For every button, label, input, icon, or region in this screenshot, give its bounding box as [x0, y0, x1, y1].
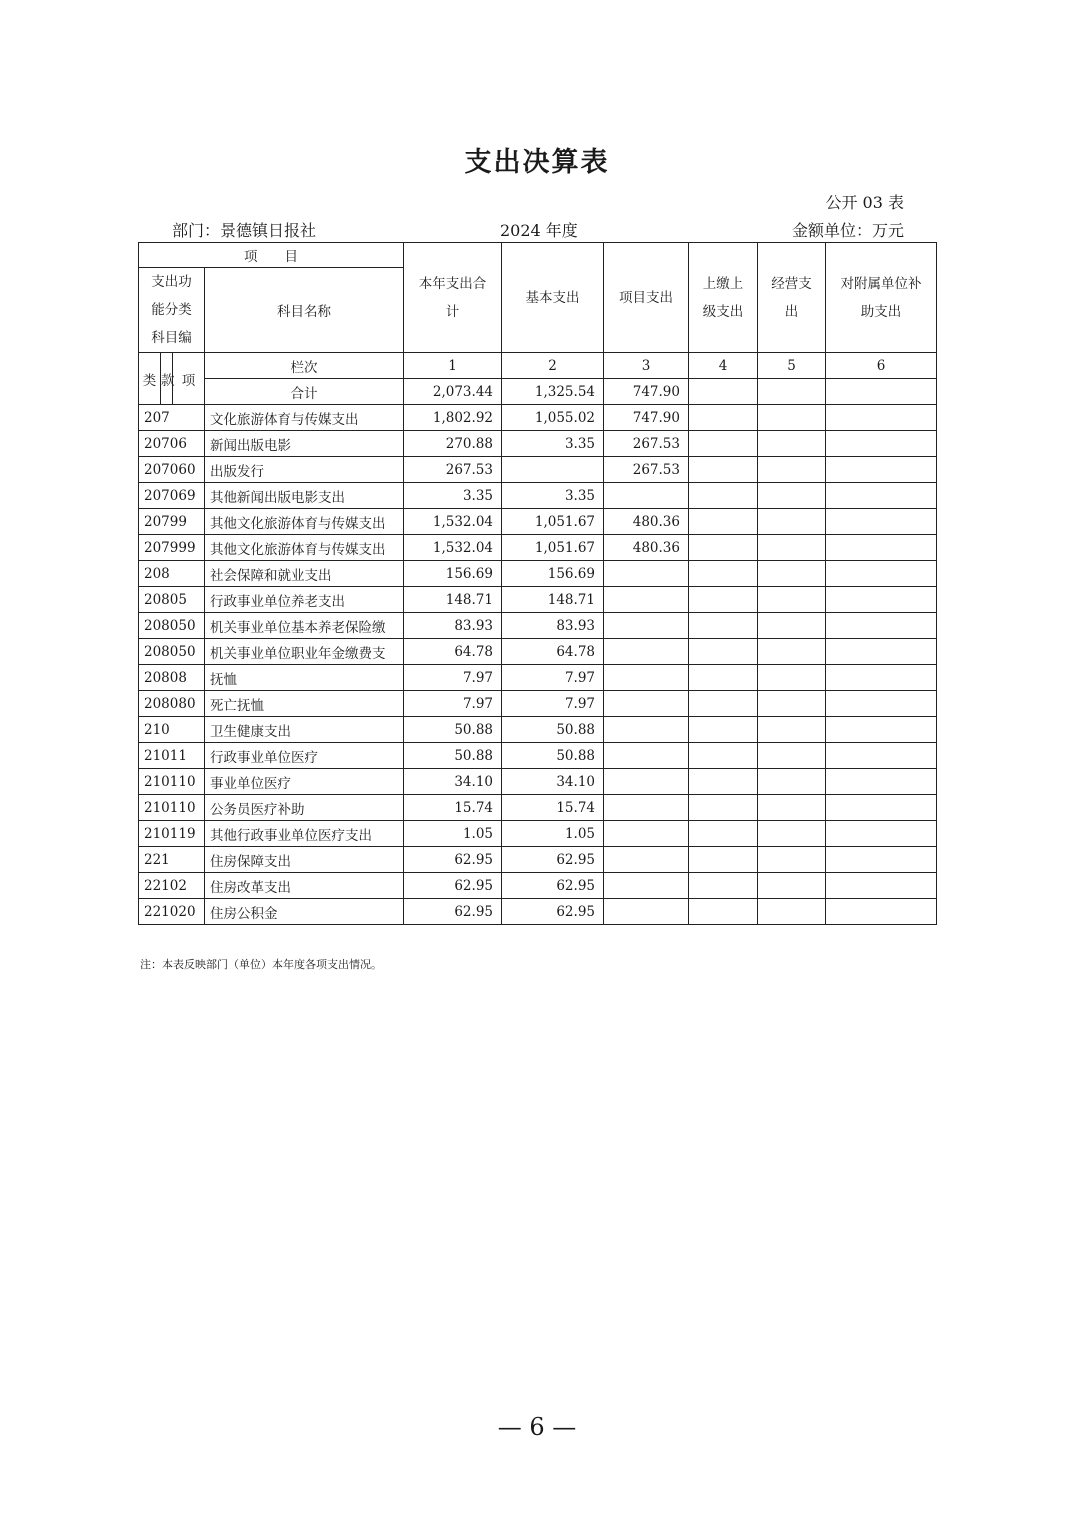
table-row [139, 561, 937, 587]
row-value-2: 148.71 [502, 587, 604, 613]
row-subject-name: 行政事业单位医疗 [205, 743, 404, 769]
row-value-6 [826, 665, 937, 691]
row-value-1: 1,532.04 [404, 509, 502, 535]
row-code: 20799 [139, 509, 205, 535]
row-code: 207060 [139, 457, 205, 483]
row-value-1: 64.78 [404, 639, 502, 665]
row-value-6 [826, 587, 937, 613]
row-value-3 [604, 769, 689, 795]
row-value-4 [689, 769, 758, 795]
form-number: 公开 03 表 [825, 193, 904, 212]
row-value-2: 1,055.02 [502, 405, 604, 431]
table-row [139, 899, 937, 925]
row-subject-name: 死亡抚恤 [205, 691, 404, 717]
row-value-6 [826, 457, 937, 483]
row-code: 20805 [139, 587, 205, 613]
table-row [139, 769, 937, 795]
row-value-5 [758, 847, 826, 873]
row-code: 207069 [139, 483, 205, 509]
row-value-1: 7.97 [404, 665, 502, 691]
row-code: 210110 [139, 769, 205, 795]
row-value-4 [689, 821, 758, 847]
row-value-2: 62.95 [502, 899, 604, 925]
row-code: 221 [139, 847, 205, 873]
row-value-3 [604, 743, 689, 769]
total-value-2: 1,325.54 [502, 379, 604, 405]
row-value-6 [826, 717, 937, 743]
page-title: 支出决算表 [464, 147, 610, 178]
row-code: 208050 [139, 639, 205, 665]
row-value-1: 34.10 [404, 769, 502, 795]
table-row [139, 847, 937, 873]
header-item: 项 目 [139, 243, 404, 268]
total-label: 合计 [205, 379, 404, 405]
row-value-6 [826, 509, 937, 535]
lanci-row [139, 353, 937, 379]
row-value-2: 34.10 [502, 769, 604, 795]
row-value-5 [758, 821, 826, 847]
row-value-2: 156.69 [502, 561, 604, 587]
row-value-5 [758, 405, 826, 431]
year-label: 2024 年度 [500, 221, 578, 240]
row-value-1: 1,532.04 [404, 535, 502, 561]
row-value-1: 50.88 [404, 717, 502, 743]
row-subject-name: 其他文化旅游体育与传媒支出 [205, 535, 404, 561]
row-value-6 [826, 691, 937, 717]
row-value-5 [758, 587, 826, 613]
row-value-6 [826, 405, 937, 431]
row-value-3 [604, 847, 689, 873]
row-value-4 [689, 431, 758, 457]
row-value-5 [758, 483, 826, 509]
row-value-5 [758, 899, 826, 925]
row-value-3: 267.53 [604, 457, 689, 483]
row-value-2: 62.95 [502, 847, 604, 873]
lanci-num-5: 5 [758, 353, 826, 379]
header-col-4: 上缴上 级支出 [689, 243, 758, 353]
page-number: — 6 — [497, 1413, 577, 1441]
row-value-4 [689, 405, 758, 431]
lanci-num-2: 2 [502, 353, 604, 379]
row-subject-name: 卫生健康支出 [205, 717, 404, 743]
header-subject-name: 科目名称 [205, 268, 404, 353]
row-value-1: 156.69 [404, 561, 502, 587]
row-value-1: 83.93 [404, 613, 502, 639]
total-value-6 [826, 379, 937, 405]
row-code: 20706 [139, 431, 205, 457]
row-value-3 [604, 639, 689, 665]
row-subject-name: 公务员医疗补助 [205, 795, 404, 821]
row-code: 221020 [139, 899, 205, 925]
header-xiang: 项 [173, 353, 205, 405]
row-value-3: 480.36 [604, 535, 689, 561]
row-value-3 [604, 613, 689, 639]
table-row [139, 873, 937, 899]
row-value-4 [689, 561, 758, 587]
header-col-1: 本年支出合 计 [404, 243, 502, 353]
row-code: 22102 [139, 873, 205, 899]
total-value-5 [758, 379, 826, 405]
table-row [139, 509, 937, 535]
row-code: 210110 [139, 795, 205, 821]
row-value-4 [689, 717, 758, 743]
lanci-label: 栏次 [205, 353, 404, 379]
row-value-1: 1.05 [404, 821, 502, 847]
row-code: 208080 [139, 691, 205, 717]
row-value-6 [826, 899, 937, 925]
table-row [139, 483, 937, 509]
row-value-5 [758, 431, 826, 457]
row-value-1: 15.74 [404, 795, 502, 821]
row-value-1: 62.95 [404, 847, 502, 873]
row-value-3: 267.53 [604, 431, 689, 457]
row-value-5 [758, 613, 826, 639]
row-value-4 [689, 691, 758, 717]
row-value-5 [758, 665, 826, 691]
row-value-1: 270.88 [404, 431, 502, 457]
department-label: 部门：景德镇日报社 [172, 221, 317, 240]
lanci-num-1: 1 [404, 353, 502, 379]
row-subject-name: 行政事业单位养老支出 [205, 587, 404, 613]
row-value-3 [604, 873, 689, 899]
row-value-1: 62.95 [404, 899, 502, 925]
row-value-4 [689, 847, 758, 873]
row-subject-name: 事业单位医疗 [205, 769, 404, 795]
row-subject-name: 住房公积金 [205, 899, 404, 925]
row-value-2: 7.97 [502, 691, 604, 717]
row-value-4 [689, 899, 758, 925]
row-value-2: 1.05 [502, 821, 604, 847]
row-value-3 [604, 483, 689, 509]
row-value-6 [826, 535, 937, 561]
row-value-1: 7.97 [404, 691, 502, 717]
row-value-6 [826, 431, 937, 457]
row-value-3 [604, 795, 689, 821]
row-value-1: 267.53 [404, 457, 502, 483]
table-row [139, 587, 937, 613]
row-subject-name: 其他新闻出版电影支出 [205, 483, 404, 509]
row-value-2: 3.35 [502, 431, 604, 457]
row-value-4 [689, 509, 758, 535]
row-value-2: 1,051.67 [502, 535, 604, 561]
header-row-1 [139, 243, 937, 268]
unit-label: 金额单位：万元 [791, 221, 904, 240]
row-value-4 [689, 483, 758, 509]
row-value-5 [758, 873, 826, 899]
row-value-4 [689, 587, 758, 613]
table-row [139, 535, 937, 561]
row-value-3 [604, 717, 689, 743]
row-value-1: 50.88 [404, 743, 502, 769]
table-note: 注：本表反映部门（单位）本年度各项支出情况。 [140, 958, 382, 971]
row-value-5 [758, 639, 826, 665]
row-code: 21011 [139, 743, 205, 769]
header-col-3: 项目支出 [604, 243, 689, 353]
row-value-4 [689, 795, 758, 821]
row-value-5 [758, 457, 826, 483]
row-value-4 [689, 665, 758, 691]
row-code: 208050 [139, 613, 205, 639]
header-col-6: 对附属单位补 助支出 [826, 243, 937, 353]
table-row [139, 821, 937, 847]
header-col-2: 基本支出 [502, 243, 604, 353]
table-row [139, 431, 937, 457]
row-subject-name: 机关事业单位职业年金缴费支 [205, 639, 404, 665]
row-value-4 [689, 743, 758, 769]
table-row [139, 639, 937, 665]
row-value-5 [758, 561, 826, 587]
header-func-code: 支出功 能分类 科目编 [139, 268, 205, 353]
row-value-4 [689, 613, 758, 639]
table-row [139, 795, 937, 821]
row-value-3 [604, 821, 689, 847]
row-value-3 [604, 691, 689, 717]
table-row [139, 457, 937, 483]
row-value-1: 148.71 [404, 587, 502, 613]
lanci-num-3: 3 [604, 353, 689, 379]
row-code: 210119 [139, 821, 205, 847]
row-subject-name: 出版发行 [205, 457, 404, 483]
total-value-3: 747.90 [604, 379, 689, 405]
row-value-6 [826, 639, 937, 665]
expenditure-table [138, 242, 937, 925]
total-value-1: 2,073.44 [404, 379, 502, 405]
row-value-6 [826, 873, 937, 899]
row-value-6 [826, 847, 937, 873]
row-value-2: 3.35 [502, 483, 604, 509]
row-subject-name: 其他文化旅游体育与传媒支出 [205, 509, 404, 535]
row-subject-name: 其他行政事业单位医疗支出 [205, 821, 404, 847]
table-row [139, 691, 937, 717]
row-value-6 [826, 743, 937, 769]
row-value-4 [689, 639, 758, 665]
row-subject-name: 社会保障和就业支出 [205, 561, 404, 587]
row-value-4 [689, 457, 758, 483]
row-subject-name: 住房保障支出 [205, 847, 404, 873]
table-row [139, 665, 937, 691]
row-value-3 [604, 561, 689, 587]
row-subject-name: 文化旅游体育与传媒支出 [205, 405, 404, 431]
table-row [139, 405, 937, 431]
row-value-3: 747.90 [604, 405, 689, 431]
row-code: 207999 [139, 535, 205, 561]
row-value-6 [826, 483, 937, 509]
row-code: 210 [139, 717, 205, 743]
row-subject-name: 抚恤 [205, 665, 404, 691]
row-value-4 [689, 535, 758, 561]
row-value-2: 50.88 [502, 743, 604, 769]
row-value-3 [604, 899, 689, 925]
row-value-2: 64.78 [502, 639, 604, 665]
row-value-2: 50.88 [502, 717, 604, 743]
row-value-2: 15.74 [502, 795, 604, 821]
row-value-5 [758, 795, 826, 821]
row-value-5 [758, 509, 826, 535]
row-value-6 [826, 821, 937, 847]
lanci-num-4: 4 [689, 353, 758, 379]
row-value-5 [758, 691, 826, 717]
row-code: 207 [139, 405, 205, 431]
header-kuan: 款 [161, 353, 173, 405]
row-value-3: 480.36 [604, 509, 689, 535]
row-value-5 [758, 743, 826, 769]
total-row [139, 379, 937, 405]
row-value-6 [826, 561, 937, 587]
table-row [139, 717, 937, 743]
row-code: 20808 [139, 665, 205, 691]
row-value-2: 62.95 [502, 873, 604, 899]
lanci-num-6: 6 [826, 353, 937, 379]
row-value-2: 7.97 [502, 665, 604, 691]
row-value-6 [826, 769, 937, 795]
row-value-1: 3.35 [404, 483, 502, 509]
row-value-1: 62.95 [404, 873, 502, 899]
header-lei: 类 [139, 353, 161, 405]
meta-row [138, 218, 936, 242]
row-value-4 [689, 873, 758, 899]
row-value-1: 1,802.92 [404, 405, 502, 431]
row-value-2: 83.93 [502, 613, 604, 639]
row-subject-name: 新闻出版电影 [205, 431, 404, 457]
row-value-5 [758, 769, 826, 795]
row-value-2 [502, 457, 604, 483]
row-value-5 [758, 717, 826, 743]
row-value-6 [826, 795, 937, 821]
table-row [139, 613, 937, 639]
row-value-6 [826, 613, 937, 639]
row-value-2: 1,051.67 [502, 509, 604, 535]
row-value-3 [604, 665, 689, 691]
row-subject-name: 机关事业单位基本养老保险缴 [205, 613, 404, 639]
total-value-4 [689, 379, 758, 405]
row-subject-name: 住房改革支出 [205, 873, 404, 899]
row-code: 208 [139, 561, 205, 587]
row-value-3 [604, 587, 689, 613]
header-col-5: 经营支 出 [758, 243, 826, 353]
table-row [139, 743, 937, 769]
row-value-5 [758, 535, 826, 561]
